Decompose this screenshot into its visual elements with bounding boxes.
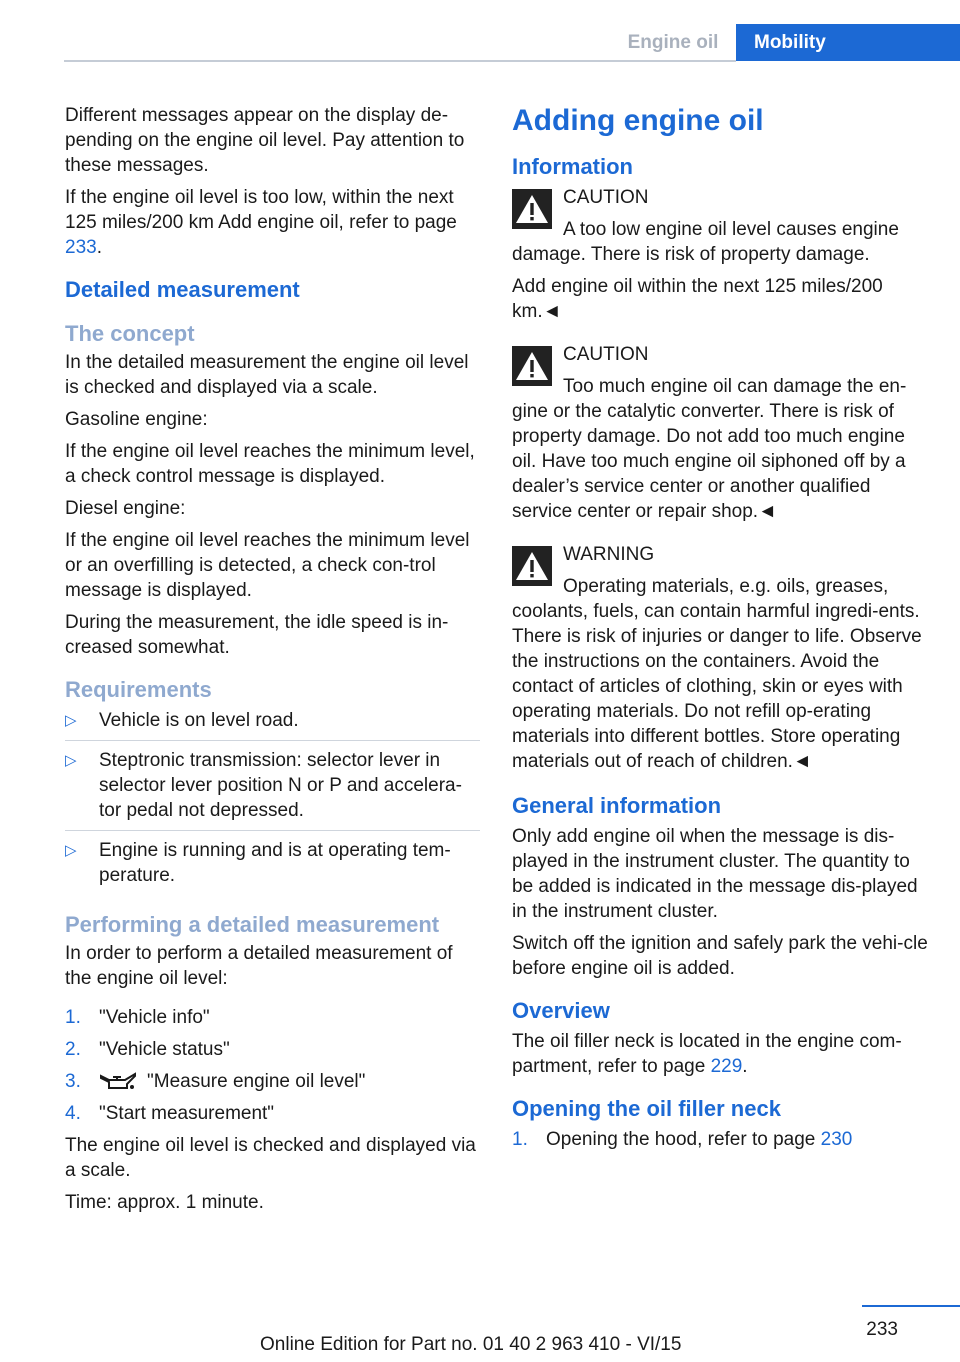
low-level-end: .	[96, 237, 102, 258]
edition-text: Online Edition for Part no. 01 40 2 963 410 - VI/15	[260, 1334, 682, 1355]
step-text: Opening the hood, refer to page	[546, 1129, 821, 1150]
diesel-paragraph: If the engine oil level reaches the minimum level or an overfilling is detected, a check con-trol message is displayed.	[65, 530, 470, 601]
list-item-text: Engine is running and is at operating tem-perature.	[99, 840, 451, 886]
list-item	[65, 838, 480, 895]
caution-text: A too low engine oil level causes engine damage. There is risk of property damage.	[512, 219, 899, 265]
header-section-title: Engine oil	[627, 32, 719, 53]
concept-paragraph: In the detailed measurement the engine oil level is checked and displayed via a scale.	[65, 352, 469, 398]
low-level-text: If the engine oil level is too low, within the next 125 miles/200 km Add engine oil, refer to page	[65, 187, 457, 233]
step-item	[65, 1069, 480, 1094]
step-number: 2.	[65, 1039, 81, 1060]
step-text: "Vehicle status"	[99, 1039, 230, 1060]
oil-can-icon	[99, 1072, 137, 1092]
warning-text: Operating materials, e.g. oils, greases, coolants, fuels, can contain harmful ingredi-ents. There is risk of injuries or danger to life. Observe the instructions on the containers. Avoid the contact of articles of clothing, skin or eyes with operating materials. Do not refill op-erating materials into different bottles. Store operating materials out of reach of children.◄	[512, 576, 922, 772]
step-number: 4.	[65, 1103, 81, 1124]
caution-block-2	[512, 342, 928, 524]
general-paragraph-2: Switch off the ignition and safely park the vehi-cle before engine oil is added.	[512, 933, 928, 979]
steps-list	[65, 1005, 480, 1126]
step-number: 3.	[65, 1071, 81, 1092]
heading-general-information: General information	[512, 793, 722, 818]
header-divider	[64, 60, 736, 62]
heading-information: Information	[512, 154, 633, 179]
triangle-bullet-icon: ▷	[65, 712, 77, 729]
step-item	[512, 1127, 928, 1152]
list-item	[65, 748, 480, 831]
list-item	[65, 708, 480, 741]
heading-the-concept: The concept	[65, 321, 195, 346]
warning-block	[512, 542, 928, 774]
step-text: "Start measurement"	[99, 1103, 275, 1124]
right-column	[512, 103, 928, 1159]
requirements-list	[65, 708, 480, 895]
step-item	[65, 1037, 480, 1062]
gasoline-label: Gasoline engine:	[65, 409, 208, 430]
idle-paragraph: During the measurement, the idle speed is in-creased somewhat.	[65, 612, 449, 658]
heading-performing-measurement: Performing a detailed measurement	[65, 912, 440, 937]
page-link-230[interactable]: 230	[820, 1129, 853, 1150]
opening-steps-list	[512, 1127, 928, 1152]
general-paragraph-1: Only add engine oil when the message is dis-played in the instrument cluster. The quantity to be added is indicated in the message dis-played in the instrument cluster.	[512, 826, 918, 922]
heading-opening-oil-filler-neck: Opening the oil filler neck	[512, 1096, 781, 1121]
warning-triangle-icon	[512, 346, 552, 386]
triangle-bullet-icon: ▷	[65, 842, 77, 859]
low-level-paragraph	[65, 185, 480, 260]
page-link-229[interactable]: 229	[710, 1056, 743, 1077]
step-text: "Measure engine oil level"	[147, 1071, 366, 1092]
warning-triangle-icon	[512, 546, 552, 586]
caution-text: Too much engine oil can damage the en-gine or the catalytic converter. There is risk of property damage. Do not add too much engine oil. Have too much engine oil siphoned off by a dealer’s service center or another qualified service center or repair shop.◄	[512, 376, 907, 522]
heading-overview: Overview	[512, 998, 610, 1023]
list-item-text: Vehicle is on level road.	[99, 710, 299, 731]
heading-detailed-measurement: Detailed measurement	[65, 277, 300, 302]
heading-adding-engine-oil: Adding engine oil	[512, 104, 764, 137]
page-number: 233	[866, 1319, 898, 1340]
diesel-label: Diesel engine:	[65, 498, 186, 519]
result-paragraph: The engine oil level is checked and displayed via a scale.	[65, 1135, 476, 1181]
overview-text: The oil filler neck is located in the engine com-partment, refer to page	[512, 1031, 902, 1077]
caution-label: CAUTION	[563, 187, 649, 208]
time-paragraph: Time: approx. 1 minute.	[65, 1192, 264, 1213]
step-item	[65, 1005, 480, 1030]
heading-requirements: Requirements	[65, 677, 212, 702]
warning-triangle-icon	[512, 189, 552, 229]
step-number: 1.	[65, 1007, 81, 1028]
overview-paragraph	[512, 1029, 928, 1079]
perform-paragraph: In order to perform a detailed measurement of the engine oil level:	[65, 943, 453, 989]
caution-block-1	[512, 185, 928, 267]
intro-paragraph: Different messages appear on the display de-pending on the engine oil level. Pay attention to these messages.	[65, 105, 465, 176]
overview-end: .	[742, 1056, 748, 1077]
step-number: 1.	[512, 1129, 528, 1150]
list-item-text: Steptronic transmission: selector lever in selector lever position N or P and accelera-tor pedal not depressed.	[99, 750, 462, 821]
triangle-bullet-icon: ▷	[65, 752, 77, 769]
header-chapter-tab: Mobility	[736, 24, 960, 61]
page-link-233[interactable]: 233	[65, 237, 97, 258]
left-column	[65, 103, 480, 1222]
step-text: "Vehicle info"	[99, 1007, 210, 1028]
caution-label: CAUTION	[563, 344, 649, 365]
gasoline-paragraph: If the engine oil level reaches the minimum level, a check control message is displayed.	[65, 441, 475, 487]
warning-label: WARNING	[563, 544, 655, 565]
footer-divider	[862, 1305, 960, 1307]
caution1-paragraph: Add engine oil within the next 125 miles/200 km.◄	[512, 276, 883, 322]
step-item	[65, 1101, 480, 1126]
